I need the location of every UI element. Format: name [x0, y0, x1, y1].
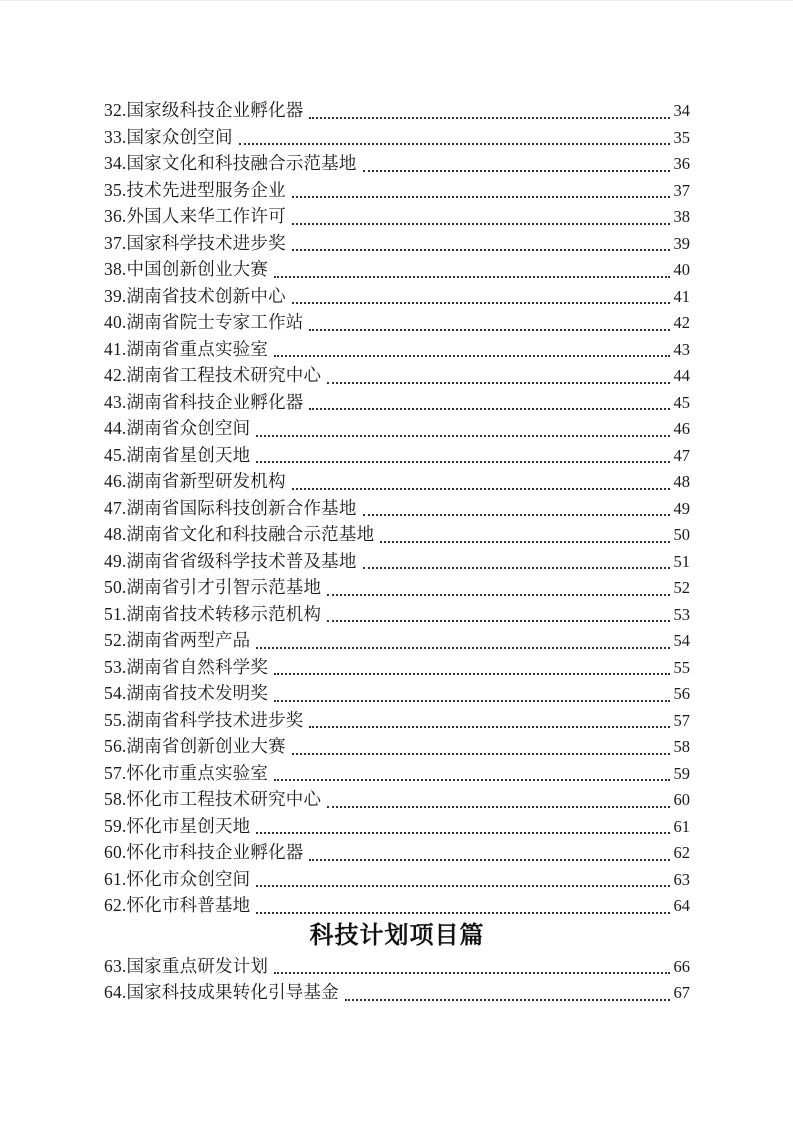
toc-entry-label: 38.中国创新创业大赛 — [104, 259, 269, 279]
toc-entry[interactable] — [104, 97, 690, 124]
toc-entry-label: 36.外国人来华工作许可 — [104, 206, 286, 226]
toc-entry[interactable] — [104, 124, 690, 151]
toc-entry[interactable] — [104, 813, 690, 840]
dot-leader — [357, 495, 674, 522]
toc-entry-page-number: 37 — [673, 180, 690, 200]
toc-entry-label: 37.国家科学技术进步奖 — [104, 232, 286, 253]
toc-entry-page-number: 62 — [673, 843, 690, 862]
dot-leader — [286, 177, 674, 204]
toc-entry[interactable] — [104, 389, 690, 416]
toc-entry[interactable] — [104, 283, 690, 310]
toc-entry-page-number: 35 — [673, 127, 690, 147]
dot-leader — [357, 150, 674, 177]
toc-entry-label: 50.湖南省引才引智示范基地 — [104, 577, 322, 597]
toc-entry[interactable] — [104, 760, 690, 787]
toc-entry-label: 58.怀化市工程技术研究中心 — [104, 789, 322, 809]
dot-leader — [303, 389, 673, 416]
toc-entry-page-number: 58 — [673, 737, 690, 756]
toc-entry-label: 32.国家级科技企业孵化器 — [104, 100, 304, 120]
toc-entry-label: 46.湖南省新型研发机构 — [104, 471, 286, 491]
dot-leader — [357, 548, 674, 575]
toc-entry-label: 34.国家文化和科技融合示范基地 — [104, 153, 357, 173]
table-of-contents — [104, 97, 690, 1006]
toc-entry-label: 33.国家众创空间 — [104, 126, 233, 147]
toc-entry[interactable] — [104, 521, 690, 548]
dot-leader — [321, 786, 673, 813]
toc-entry[interactable] — [104, 892, 690, 919]
toc-entry[interactable] — [104, 574, 690, 601]
dot-leader — [250, 627, 673, 654]
dot-leader — [286, 468, 674, 495]
toc-entry-page-number: 67 — [673, 983, 690, 1002]
toc-entry[interactable] — [104, 601, 690, 628]
toc-entry[interactable] — [104, 230, 690, 257]
dot-leader — [321, 362, 673, 389]
toc-entry-label: 45.湖南省星创天地 — [104, 444, 251, 465]
dot-leader — [339, 979, 674, 1006]
toc-entry[interactable] — [104, 203, 690, 230]
toc-entry-label: 64.国家科技成果转化引导基金 — [104, 982, 339, 1002]
toc-entry-page-number: 39 — [673, 233, 690, 253]
toc-entry-page-number: 56 — [673, 684, 690, 703]
dot-leader — [268, 654, 673, 681]
toc-entry[interactable] — [104, 548, 690, 575]
dot-leader — [286, 203, 674, 230]
toc-entry[interactable] — [104, 839, 690, 866]
section-heading: 科技计划项目篇 — [309, 921, 485, 949]
dot-leader — [286, 733, 674, 760]
toc-entry-label: 63.国家重点研发计划 — [104, 955, 269, 976]
toc-entry[interactable] — [104, 256, 690, 283]
toc-entry-label: 54.湖南省技术发明奖 — [104, 683, 269, 703]
toc-entry-label: 35.技术先进型服务企业 — [104, 179, 286, 200]
toc-entry[interactable] — [104, 362, 690, 389]
dot-leader — [268, 680, 673, 707]
toc-entry-label: 56.湖南省创新创业大赛 — [104, 736, 286, 756]
dot-leader — [250, 866, 673, 893]
toc-entry-page-number: 48 — [673, 472, 690, 491]
toc-entry-page-number: 55 — [673, 657, 690, 677]
toc-entry-label: 44.湖南省众创空间 — [104, 418, 251, 438]
toc-entry-page-number: 42 — [673, 313, 690, 332]
toc-entry-page-number: 47 — [673, 445, 690, 465]
dot-leader — [250, 442, 673, 469]
dot-leader — [321, 601, 673, 628]
toc-entry-label: 47.湖南省国际科技创新合作基地 — [104, 497, 357, 518]
toc-entry[interactable] — [104, 309, 690, 336]
toc-entry-label: 55.湖南省科学技术进步奖 — [104, 709, 304, 730]
dot-leader — [268, 336, 673, 363]
toc-entry-page-number: 64 — [673, 896, 690, 915]
toc-entry-page-number: 44 — [673, 366, 690, 385]
toc-entry[interactable] — [104, 733, 690, 760]
dot-leader — [233, 124, 674, 151]
dot-leader — [303, 839, 673, 866]
toc-entry-page-number: 51 — [673, 551, 690, 571]
toc-entry-label: 43.湖南省科技企业孵化器 — [104, 391, 304, 412]
toc-entry-label: 51.湖南省技术转移示范机构 — [104, 603, 322, 624]
toc-entry-page-number: 41 — [673, 286, 690, 306]
toc-entry-page-number: 53 — [673, 604, 690, 624]
dot-leader — [250, 892, 673, 919]
dot-leader — [303, 309, 673, 336]
toc-entry-page-number: 54 — [673, 631, 690, 650]
toc-entry-label: 62.怀化市科普基地 — [104, 895, 251, 915]
dot-leader — [286, 230, 674, 257]
toc-entry[interactable] — [104, 177, 690, 204]
toc-entry-page-number: 50 — [673, 525, 690, 544]
toc-entry[interactable] — [104, 707, 690, 734]
toc-entry-page-number: 45 — [673, 392, 690, 412]
toc-entry-page-number: 59 — [673, 763, 690, 783]
toc-entry[interactable] — [104, 654, 690, 681]
dot-leader — [250, 813, 673, 840]
toc-entry-page-number: 43 — [673, 339, 690, 359]
toc-entry-label: 39.湖南省技术创新中心 — [104, 285, 286, 306]
toc-entry-label: 48.湖南省文化和科技融合示范基地 — [104, 524, 375, 544]
dot-leader — [250, 415, 673, 442]
toc-entry-label: 41.湖南省重点实验室 — [104, 338, 269, 359]
toc-entry-label: 42.湖南省工程技术研究中心 — [104, 365, 322, 385]
dot-leader — [268, 760, 673, 787]
toc-entry[interactable] — [104, 680, 690, 707]
toc-entry-label: 59.怀化市星创天地 — [104, 815, 251, 836]
toc-entry[interactable] — [104, 979, 690, 1006]
toc-entry-page-number: 38 — [673, 207, 690, 226]
toc-entry[interactable] — [104, 442, 690, 469]
toc-entry-page-number: 52 — [673, 578, 690, 597]
dot-leader — [268, 256, 673, 283]
toc-entry-label: 52.湖南省两型产品 — [104, 630, 251, 650]
toc-entry-page-number: 40 — [673, 260, 690, 279]
toc-entry[interactable] — [104, 415, 690, 442]
toc-entry-label: 61.怀化市众创空间 — [104, 868, 251, 889]
toc-entry-page-number: 46 — [673, 419, 690, 438]
toc-entry-page-number: 36 — [673, 154, 690, 173]
toc-entry[interactable] — [104, 786, 690, 813]
dot-leader — [374, 521, 673, 548]
toc-entry-label: 57.怀化市重点实验室 — [104, 762, 269, 783]
toc-entry[interactable] — [104, 627, 690, 654]
toc-entry-page-number: 34 — [673, 101, 690, 120]
toc-entry[interactable] — [104, 468, 690, 495]
toc-entry-label: 40.湖南省院士专家工作站 — [104, 312, 304, 332]
toc-entry[interactable] — [104, 866, 690, 893]
toc-entry[interactable] — [104, 150, 690, 177]
toc-entry-page-number: 57 — [673, 710, 690, 730]
toc-entry-page-number: 63 — [673, 869, 690, 889]
toc-entry-page-number: 61 — [673, 816, 690, 836]
dot-leader — [303, 97, 673, 124]
toc-entry-label: 53.湖南省自然科学奖 — [104, 656, 269, 677]
dot-leader — [303, 707, 673, 734]
toc-entry-label: 60.怀化市科技企业孵化器 — [104, 842, 304, 862]
toc-entry[interactable] — [104, 953, 690, 980]
toc-entry-label: 49.湖南省省级科学技术普及基地 — [104, 550, 357, 571]
toc-entry-page-number: 49 — [673, 498, 690, 518]
toc-entry-page-number: 66 — [673, 956, 690, 976]
toc-entry[interactable] — [104, 495, 690, 522]
dot-leader — [286, 283, 674, 310]
toc-entry-page-number: 60 — [673, 790, 690, 809]
toc-entry[interactable] — [104, 336, 690, 363]
dot-leader — [268, 953, 673, 980]
dot-leader — [321, 574, 673, 601]
